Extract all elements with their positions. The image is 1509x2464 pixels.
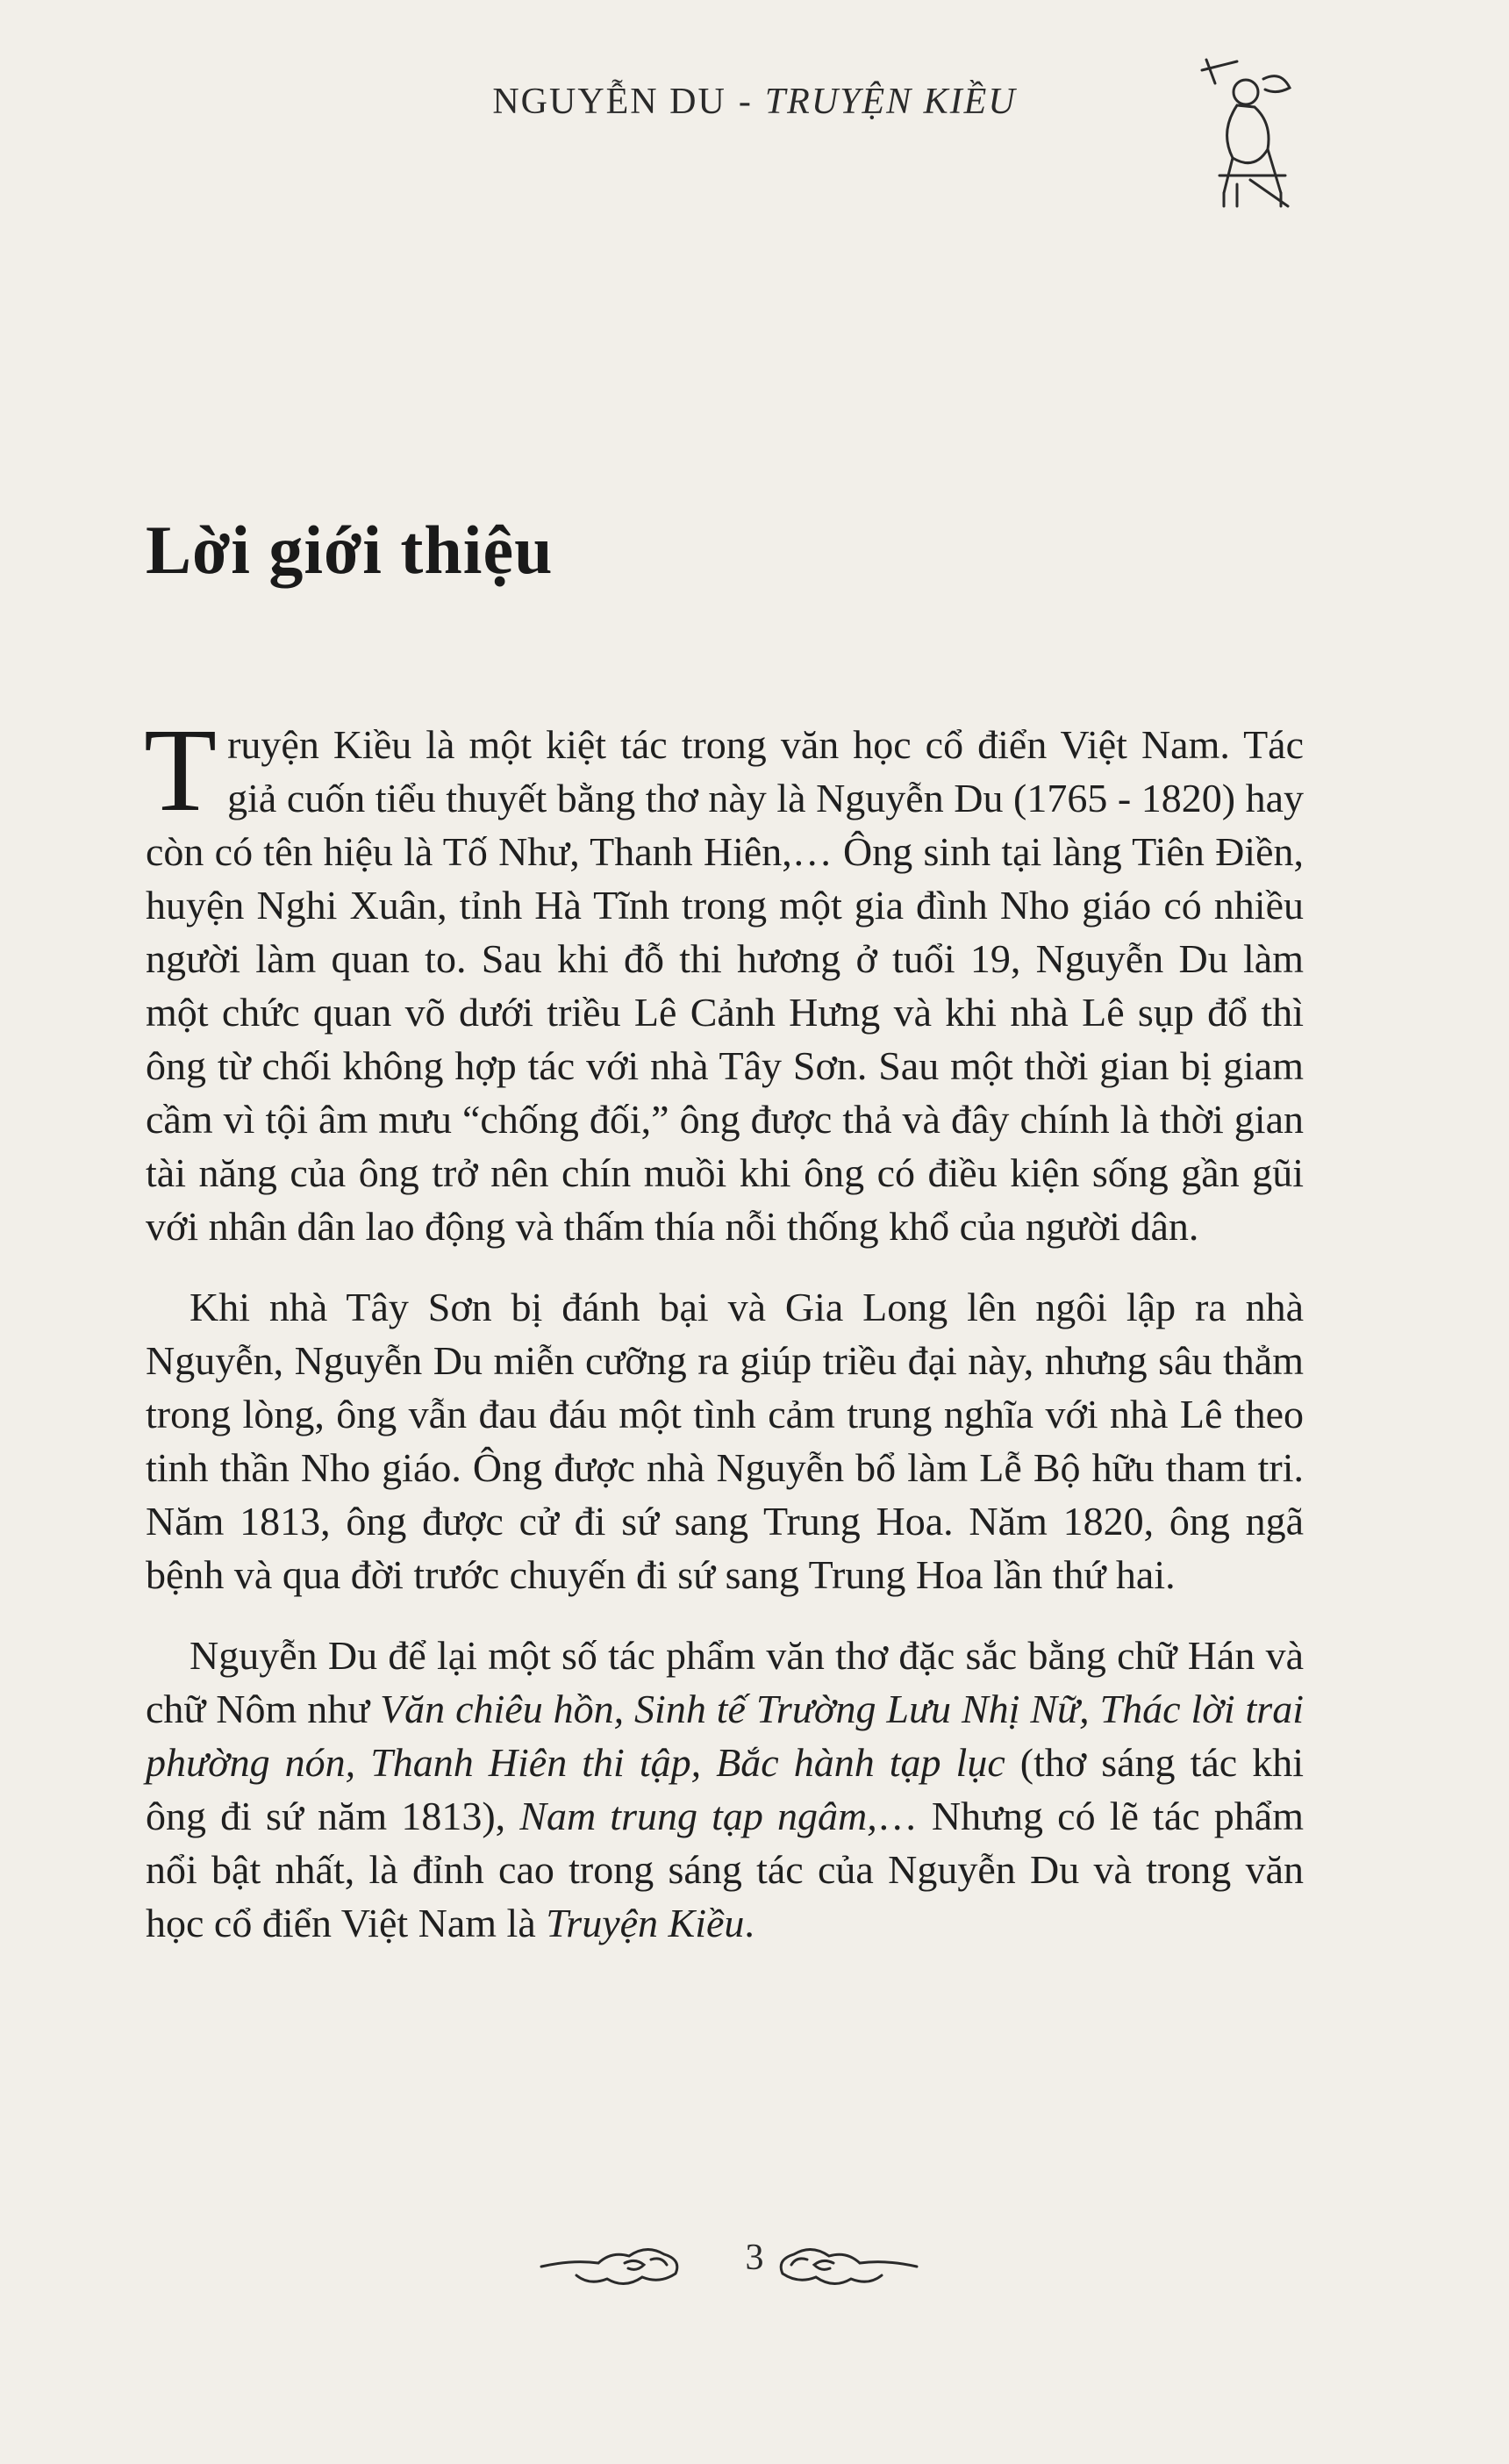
p3-work-nam-trung: Nam trung tạp ngâm, — [519, 1794, 877, 1838]
header-separator: - — [738, 82, 753, 122]
p3-works-list: Văn chiêu hồn, Sinh tế Trường Lưu Nhị Nữ, Thác lời trai phường nón, Thanh Hiên thi tập, Bắc hành tạp lục — [146, 1687, 1304, 1785]
p3-work-truyen-kieu: Truyện Kiều — [546, 1901, 745, 1945]
chapter-title: Lời giới thiệu — [146, 512, 554, 588]
p3-text-c: (thơ sáng tác khi ông đi sứ năm 1813), — [146, 1740, 1304, 1838]
p3-text-end: . — [744, 1901, 754, 1945]
paragraph-2: Khi nhà Tây Sơn bị đánh bại và Gia Long lên ngôi lập ra nhà Nguyễn, Nguyễn Du miễn cưỡng ra giúp triều đại này, nhưng sâu thẳm trong lòng, ông vẫn đau đáu một tình cảm trung nghĩa với nhà Lê theo tinh thần Nho giáo. Ông được nhà Nguyễn bổ làm Lễ Bộ hữu tham tri. Năm 1813, ông được cử đi sứ sang Trung Hoa. Năm 1820, ông ngã bệnh và qua đời trước chuyến đi sứ sang Trung Hoa lần thứ hai. — [146, 1285, 1304, 1597]
p3-text-e: … Nhưng có lẽ tác phẩm nổi bật nhất, là đỉnh cao trong sáng tác của Nguyễn Du và trong văn học cổ điển Việt Nam là — [146, 1794, 1304, 1945]
header-author: NGUYỄN DU — [492, 82, 726, 122]
paragraph-1 — [144, 705, 1304, 1253]
paragraph-1-text: ruyện Kiều là một kiệt tác trong văn học cổ điển Việt Nam. Tác giả cuốn tiểu thuyết bằng thơ này là Nguyễn Du (1765 - 1820) hay còn có tên hiệu là Tố Như, Thanh Hiên,… Ông sinh tại làng Tiên Điền, huyện Nghi Xuân, tỉnh Hà Tĩnh trong một gia đình Nho giáo có nhiều người làm quan to. Sau khi đỗ thi hương ở tuổi 19, Nguyễn Du làm một chức quan võ dưới triều Lê Cảnh Hưng và khi nhà Lê sụp đổ thì ông từ chối không hợp tác với nhà Tây Sơn. Sau một thời gian bị giam cầm vì tội âm mưu “chống đối,” ông được thả và đây chính là thời gian tài năng của ông trở nên chín muồi khi ông có điều kiện sống gần gũi với nhân dân lao động và thấm thía nỗi thống khổ của người dân. — [146, 722, 1304, 1249]
cloud-ornament-icon — [772, 2233, 921, 2295]
p3-text-a: Nguyễn Du để lại một số tác phẩm văn thơ đặc sắc bằng chữ Hán và chữ Nôm như — [146, 1633, 1304, 1731]
page-number: 3 — [745, 2238, 764, 2278]
header-book-title: TRUYỆN KIỀU — [764, 82, 1017, 122]
paragraph-3 — [146, 1629, 1304, 1950]
body-text — [144, 705, 1304, 1977]
musician-ornament-icon — [1184, 53, 1307, 219]
drop-cap: T — [144, 705, 218, 836]
page-footer — [0, 2233, 1509, 2295]
